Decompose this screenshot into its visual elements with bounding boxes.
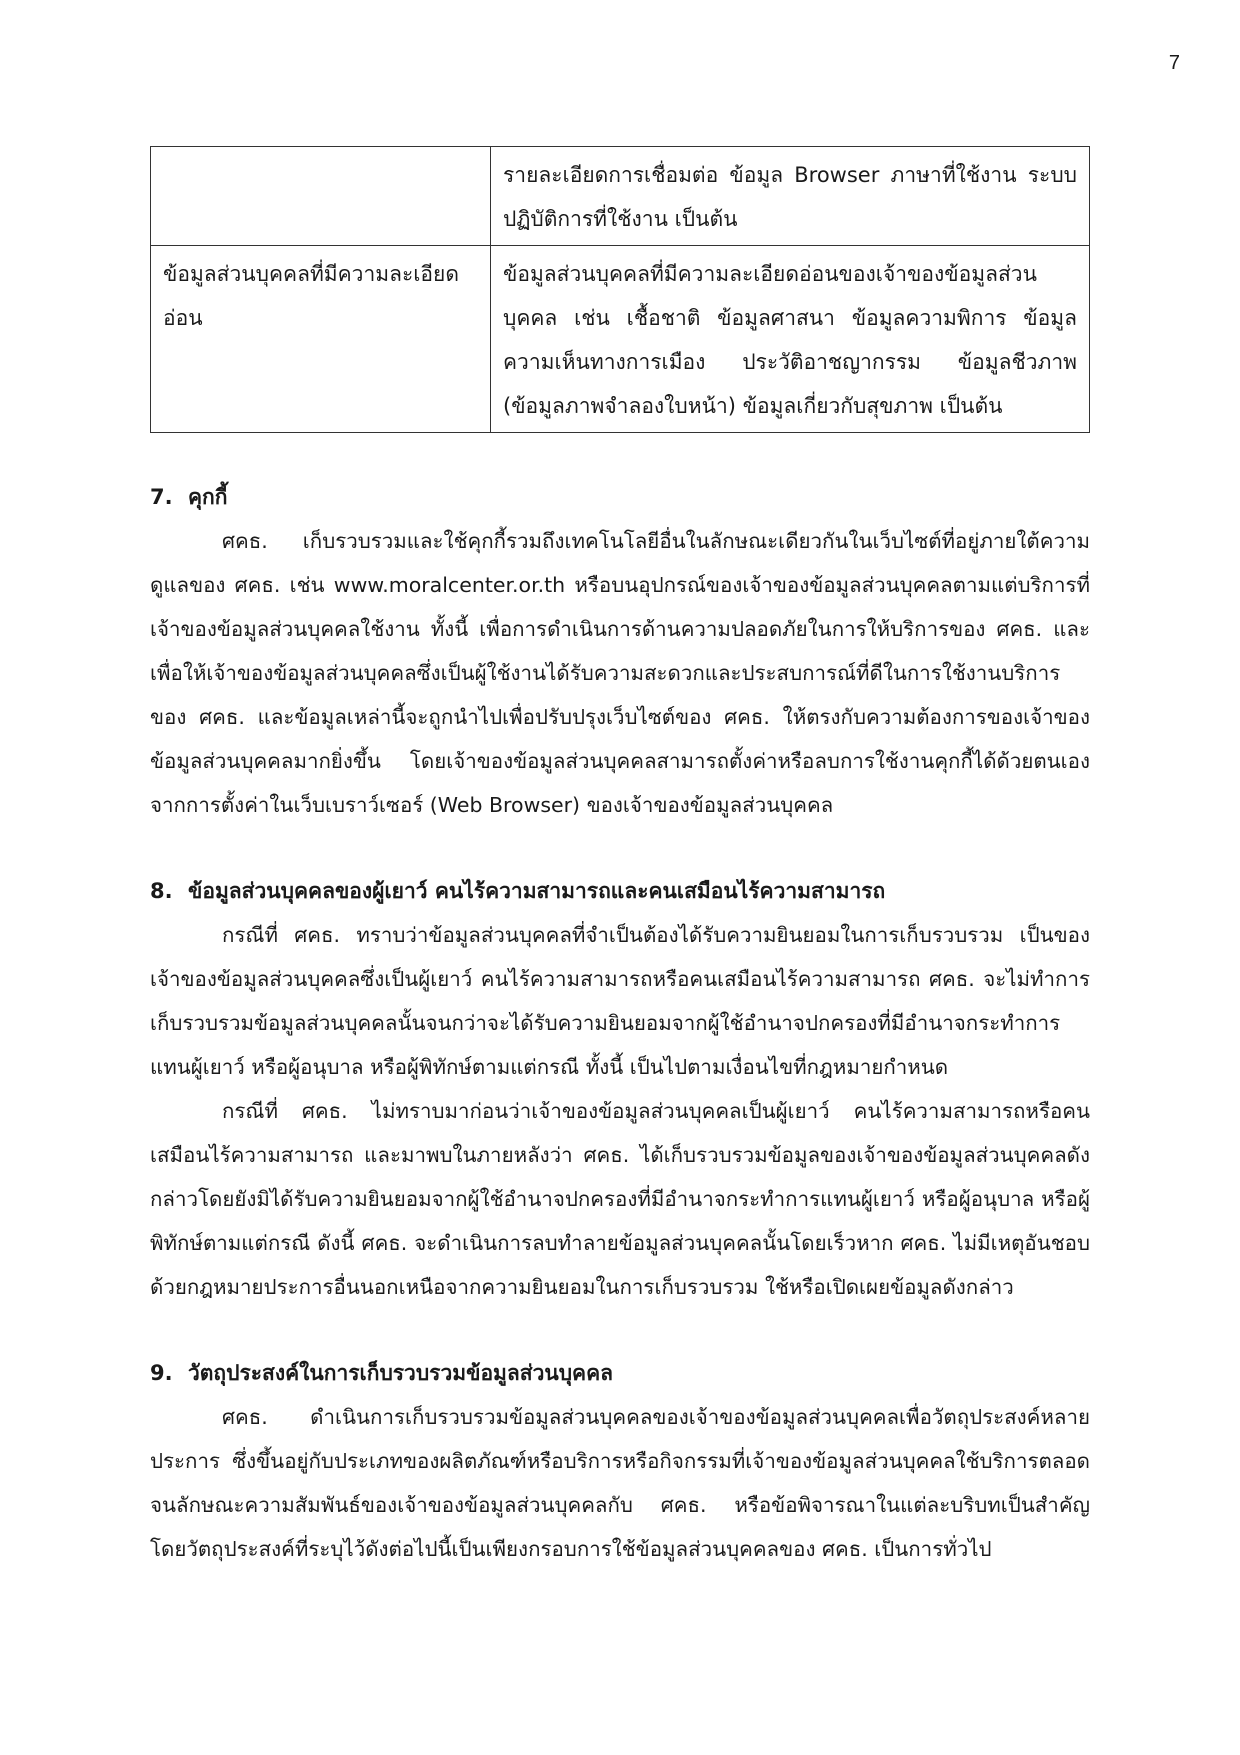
section-paragraph: ศคธ. ดำเนินการเก็บรวบรวมข้อมูลส่วนบุคคลของเจ้าของข้อมูลส่วนบุคคลเพื่อวัตถุประสงค์หลายประการ ซึ่งขึ้นอยู่กับประเภทของผลิตภัณฑ์หรือบริการหรือกิจกรรมที่เจ้าของข้อมูลส่วนบุคคลใช้บริการตลอดจนลักษณะความสัมพันธ์ของเจ้าของข้อมูลส่วนบุคคลกับ ศคธ. หรือข้อพิจารณาในแต่ละบริบทเป็นสำคัญ โดยวัตถุประสงค์ที่ระบุไว้ดังต่อไปนี้เป็นเพียงกรอบการใช้ข้อมูลส่วนบุคคลของ ศคธ. เป็นการทั่วไป	[150, 1405, 1090, 1561]
table-cell-detail: รายละเอียดการเชื่อมต่อ ข้อมูล Browser ภาษาที่ใช้งาน ระบบปฏิบัติการที่ใช้งาน เป็นต้น	[491, 147, 1090, 246]
section-number: 9.	[150, 1361, 173, 1385]
table-cell-detail: ข้อมูลส่วนบุคคลที่มีความละเอียดอ่อนของเจ้าของข้อมูลส่วนบุคคล เช่น เชื้อชาติ ข้อมูลศาสนา ข้อมูลความพิการ ข้อมูลความเห็นทางการเมือง ประวัติอาชญากรรม ข้อมูลชีวภาพ (ข้อมูลภาพจำลองใบหน้า) ข้อมูลเกี่ยวกับสุขภาพ เป็นต้น	[491, 246, 1090, 433]
table-row	[151, 147, 1090, 246]
table-row	[151, 246, 1090, 433]
personal-data-table	[150, 146, 1090, 433]
section-heading	[150, 1351, 1090, 1395]
section-title: ข้อมูลส่วนบุคคลของผู้เยาว์ คนไร้ความสามารถและคนเสมือนไร้ความสามารถ	[188, 879, 886, 903]
table-cell-label	[151, 147, 491, 246]
section-number: 7.	[150, 485, 173, 509]
section-cookies	[150, 475, 1090, 827]
document-body	[150, 146, 1090, 1571]
section-purposes	[150, 1351, 1090, 1571]
section-minors	[150, 869, 1090, 1309]
section-title: วัตถุประสงค์ในการเก็บรวบรวมข้อมูลส่วนบุคคล	[188, 1361, 614, 1385]
section-heading	[150, 869, 1090, 913]
section-paragraph: ศคธ. เก็บรวบรวมและใช้คุกกี้รวมถึงเทคโนโลยีอื่นในลักษณะเดียวกันในเว็บไซต์ที่อยู่ภายใต้ความดูแลของ ศคธ. เช่น www.moralcenter.or.th หรือบนอุปกรณ์ของเจ้าของข้อมูลส่วนบุคคลตามแต่บริการที่เจ้าของข้อมูลส่วนบุคคลใช้งาน ทั้งนี้ เพื่อการดำเนินการด้านความปลอดภัยในการให้บริการของ ศคธ. และเพื่อให้เจ้าของข้อมูลส่วนบุคคลซึ่งเป็นผู้ใช้งานได้รับความสะดวกและประสบการณ์ที่ดีในการใช้งานบริการของ ศคธ. และข้อมูลเหล่านี้จะถูกนำไปเพื่อปรับปรุงเว็บไซต์ของ ศคธ. ให้ตรงกับความต้องการของเจ้าของข้อมูลส่วนบุคคลมากยิ่งขึ้น โดยเจ้าของข้อมูลส่วนบุคคลสามารถตั้งค่าหรือลบการใช้งานคุกกี้ได้ด้วยตนเองจากการตั้งค่าในเว็บเบราว์เซอร์ (Web Browser) ของเจ้าของข้อมูลส่วนบุคคล	[150, 529, 1090, 817]
section-title: คุกกี้	[188, 485, 228, 509]
section-heading	[150, 475, 1090, 519]
page-number: 7	[1168, 52, 1180, 74]
section-number: 8.	[150, 879, 173, 903]
section-paragraph: กรณีที่ ศคธ. ทราบว่าข้อมูลส่วนบุคคลที่จำเป็นต้องได้รับความยินยอมในการเก็บรวบรวม เป็นของเจ้าของข้อมูลส่วนบุคคลซึ่งเป็นผู้เยาว์ คนไร้ความสามารถหรือคนเสมือนไร้ความสามารถ ศคธ. จะไม่ทำการเก็บรวบรวมข้อมูลส่วนบุคคลนั้นจนกว่าจะได้รับความยินยอมจากผู้ใช้อำนาจปกครองที่มีอำนาจกระทำการแทนผู้เยาว์ หรือผู้อนุบาล หรือผู้พิทักษ์ตามแต่กรณี ทั้งนี้ เป็นไปตามเงื่อนไขที่กฎหมายกำหนด	[150, 923, 1090, 1079]
table-cell-label: ข้อมูลส่วนบุคคลที่มีความละเอียดอ่อน	[151, 246, 491, 433]
section-paragraph: กรณีที่ ศคธ. ไม่ทราบมาก่อนว่าเจ้าของข้อมูลส่วนบุคคลเป็นผู้เยาว์ คนไร้ความสามารถหรือคนเสมือนไร้ความสามารถ และมาพบในภายหลังว่า ศคธ. ได้เก็บรวบรวมข้อมูลของเจ้าของข้อมูลส่วนบุคคลดังกล่าวโดยยังมิได้รับความยินยอมจากผู้ใช้อำนาจปกครองที่มีอำนาจกระทำการแทนผู้เยาว์ หรือผู้อนุบาล หรือผู้พิทักษ์ตามแต่กรณี ดังนี้ ศคธ. จะดำเนินการลบทำลายข้อมูลส่วนบุคคลนั้นโดยเร็วหาก ศคธ. ไม่มีเหตุอันชอบด้วยกฎหมายประการอื่นนอกเหนือจากความยินยอมในการเก็บรวบรวม ใช้หรือเปิดเผยข้อมูลดังกล่าว	[150, 1099, 1090, 1299]
